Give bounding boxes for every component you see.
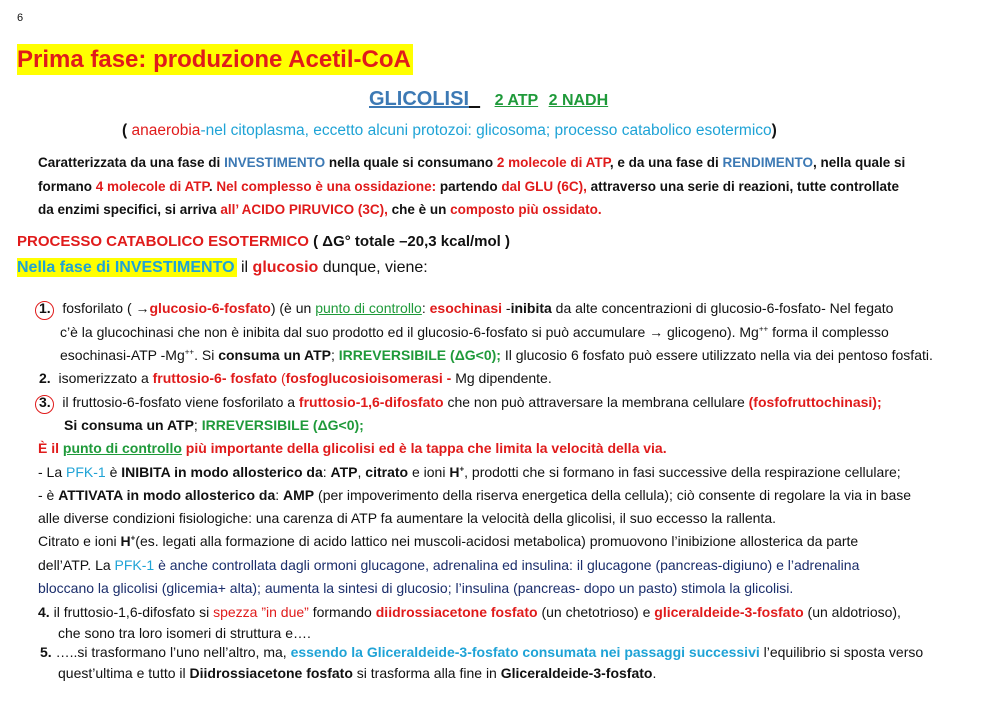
citrato-line-3: bloccano la glicolisi (glicemia+ alta); aumenta la sintesi di glucosio; l’insulina (pancreas- dopo un pasto) stimola la glicolisi. bbox=[38, 580, 794, 596]
step3-line-2: Si consuma un ATP; IRREVERSIBILE (ΔG<0); bbox=[64, 417, 364, 433]
intro-line-2: formano 4 molecole di ATP. Nel complesso è una ossidazione: partendo dal GLU (6C), attraverso una serie di reazioni, tutte controllate bbox=[38, 179, 900, 194]
glicolisi-name: GLICOLISI bbox=[369, 88, 469, 110]
page-title: Prima fase: produzione Acetil-CoA bbox=[17, 46, 411, 73]
step1-line-2: c’è la glucochinasi che non è inibita dal suo prodotto ed il glucosio-6-fosfato si può accumulare → glicogeno). Mg++ forma il complesso bbox=[60, 324, 889, 340]
citrato-line-1: Citrato e ioni H+(es. legati alla formazione di acido lattico nei muscoli-acidosi metabolica) promuovono l’inibizione allosterica da parte bbox=[38, 533, 859, 549]
step5-line-2: quest’ultima e tutto il Diidrossiacetone fosfato si trasforma alla fine in Gliceraldeide-3-fosfato. bbox=[58, 665, 657, 681]
fase-investimento-line: Nella fase di INVESTIMENTO il glucosio dunque, viene: bbox=[17, 259, 428, 276]
step5-line-1: 5. …..si trasformano l’uno nell’altro, ma, essendo la Gliceraldeide-3-fosfato consumata nei passaggi successivi l’equilibrio si sposta verso bbox=[40, 644, 924, 660]
step4-line-1: 4. il fruttosio-1,6-difosfato si spezza ”in due” formando diidrossiacetone fosfato (un chetotrioso) e gliceraldeide-3-fosfato (un aldotrioso), bbox=[38, 604, 901, 620]
subtitle-close: ) bbox=[771, 122, 777, 139]
glicolisi-nadh: 2 NADH bbox=[548, 92, 609, 109]
page-number: 6 bbox=[17, 12, 24, 24]
pfk1-activated-line-1: - è ATTIVATA in modo allosterico da: AMP (per impoverimento della riserva energetica della cellula); ciò consente di regolare la via in base bbox=[38, 487, 912, 503]
citrato-line-2: dell’ATP. La PFK-1 è anche controllata dagli ormoni glucagone, adrenalina ed insulina: il glucagone (pancreas-digiuno) e l’adrenalina bbox=[38, 557, 860, 573]
step1-line-3: esochinasi-ATP -Mg++. Si consuma un ATP; IRREVERSIBILE (ΔG<0); Il glucosio 6 fosfato può essere utilizzato nella via dei pentoso fosfati. bbox=[60, 347, 933, 363]
processo-line: PROCESSO CATABOLICO ESOTERMICO ( ΔG° totale –20,3 kcal/mol ) bbox=[17, 233, 510, 250]
step3-line-1: 3. il fruttosio-6-fosfato viene fosforilato a fruttosio-1,6-difosfato che non può attraversare la membrana cellulare (fosfofruttochinasi); bbox=[39, 394, 882, 410]
step2-line: 2. isomerizzato a fruttosio-6- fosfato (fosfoglucosioisomerasi - Mg dipendente. bbox=[39, 370, 552, 386]
intro-line-1: Caratterizzata da una fase di INVESTIMENTO nella quale si consumano 2 molecole di ATP, e da una fase di RENDIMENTO, nella quale si bbox=[38, 155, 906, 170]
glicolisi-header bbox=[369, 88, 608, 111]
step4-line-2: che sono tra loro isomeri di struttura e…. bbox=[58, 625, 311, 641]
fase-highlight: Nella fase di INVESTIMENTO bbox=[17, 259, 235, 276]
subtitle-anaerobia: anaerobia bbox=[131, 122, 201, 139]
intro-line-3: da enzimi specifici, si arriva all’ ACIDO PIRUVICO (3C), che è un composto più ossidato. bbox=[38, 202, 602, 217]
step1-line-1: 1. fosforilato ( →glucosio-6-fosfato) (è un punto di controllo: esochinasi -inibita da alte concentrazioni di glucosio-6-fosfato- Nel fegato bbox=[39, 300, 894, 316]
subtitle bbox=[122, 122, 777, 140]
punto-controllo-line: È il punto di controllo più importante della glicolisi ed è la tappa che limita la velocità della via. bbox=[38, 440, 667, 456]
pfk1-activated-line-2: alle diverse condizioni fisiologiche: una carenza di ATP fa aumentare la velocità della glicolisi, il suo eccesso la rallenta. bbox=[38, 510, 776, 526]
pfk1-inhibited-line: - La PFK-1 è INIBITA in modo allosterico da: ATP, citrato e ioni H+, prodotti che si formano in fasi successive della respirazione cellulare; bbox=[38, 464, 901, 480]
subtitle-rest: -nel citoplasma, eccetto alcuni protozoi: glicosoma; processo catabolico esotermico bbox=[200, 122, 772, 139]
subtitle-open: ( bbox=[122, 122, 128, 139]
glicolisi-atp: 2 ATP bbox=[494, 92, 539, 109]
